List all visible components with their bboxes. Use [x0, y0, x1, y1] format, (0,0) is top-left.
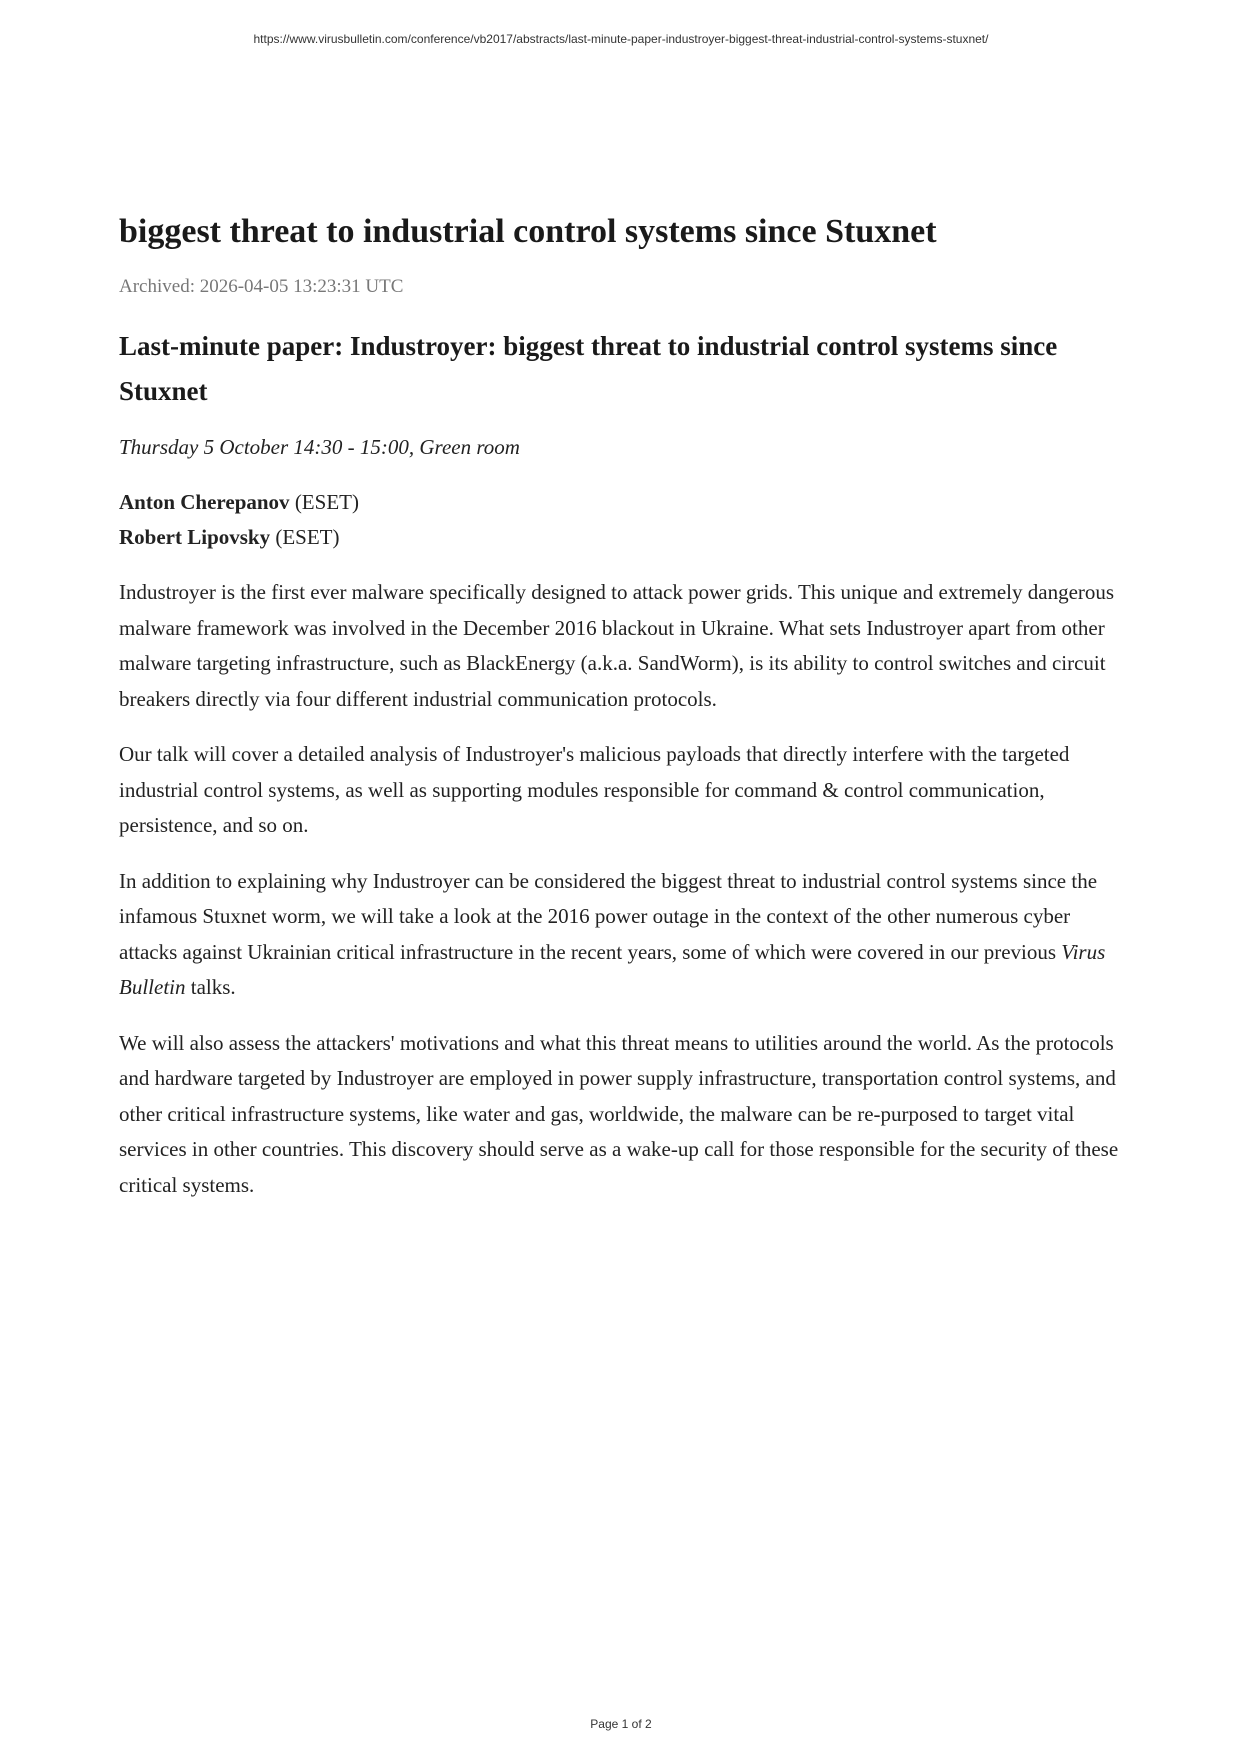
page-title: biggest threat to industrial control systems since Stuxnet [119, 213, 937, 250]
author-name: Robert Lipovsky [119, 525, 271, 549]
author-list [119, 485, 1124, 555]
page-url: https://www.virusbulletin.com/conference/vb2017/abstracts/last-minute-paper-industroyer-biggest-threat-industrial-control-systems-stuxnet/ [253, 32, 989, 46]
author-affiliation: (ESET) [275, 525, 340, 549]
page-number: Page 1 of 2 [590, 1717, 652, 1731]
session-info: Thursday 5 October 14:30 - 15:00, Green room [119, 435, 520, 459]
abstract-paragraph: Our talk will cover a detailed analysis of Industroyer's malicious payloads that directly interfere with the targeted industrial control systems, as well as supporting modules responsible for command & control communication, persistence, and so on. [119, 742, 1070, 837]
abstract-paragraph [119, 864, 1124, 1006]
abstract-paragraph: Industroyer is the first ever malware specifically designed to attack power grids. This unique and extremely dangerous malware framework was involved in the December 2016 blackout in Ukraine. What sets Industroyer apart from other malware targeting infrastructure, such as BlackEnergy (a.k.a. SandWorm), is its ability to control switches and circuit breakers directly via four different industrial communication protocols. [119, 580, 1115, 711]
paragraph-text: talks. [185, 975, 236, 999]
author-entry [119, 520, 1124, 555]
abstract-paragraph: We will also assess the attackers' motivations and what this threat means to utilities around the world. As the protocols and hardware targeted by Industroyer are employed in power supply infrastructure, transportation control systems, and other critical infrastructure systems, like water and gas, worldwide, the malware can be re-purposed to target vital services in other countries. This discovery should serve as a wake-up call for those responsible for the security of these critical systems. [119, 1030, 1119, 1197]
article [119, 210, 1124, 1223]
paragraph-text: In addition to explaining why Industroyer can be considered the biggest threat to industrial control systems since the infamous Stuxnet worm, we will take a look at the 2016 power outage in the context of the other numerous cyber attacks against Ukrainian critical infrastructure in the recent years, some of which were covered in our previous [119, 868, 1098, 964]
author-name: Anton Cherepanov [119, 490, 290, 514]
paper-title: Last-minute paper: Industroyer: biggest threat to industrial control systems since Stuxnet [119, 331, 1058, 406]
publication-name: Virus Bulletin [119, 939, 1106, 999]
archived-timestamp: Archived: 2026-04-05 13:23:31 UTC [119, 276, 404, 297]
author-entry [119, 485, 1124, 520]
author-affiliation: (ESET) [294, 490, 359, 514]
